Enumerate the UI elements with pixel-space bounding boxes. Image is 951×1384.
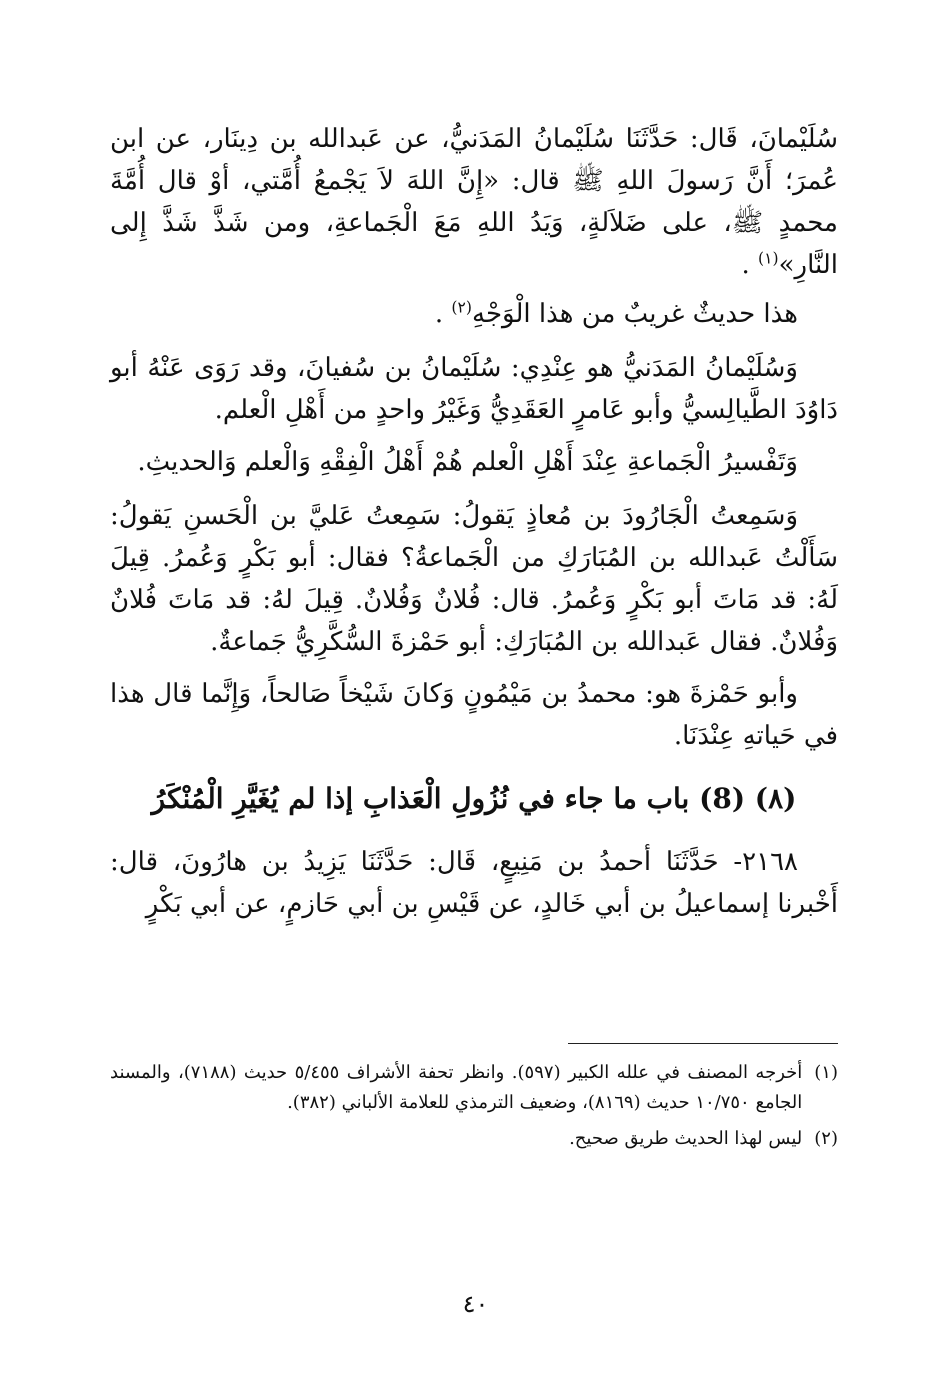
chapter-heading: (٨) (8) باب ما جاء في نُزُولِ الْعَذابِ إذا لم يُغَيَّرِ الْمُنْكَرُ [151, 782, 797, 815]
footnote-separator [568, 1043, 838, 1044]
footnote-2 [110, 1124, 838, 1154]
paragraph-hadith-text [110, 118, 838, 286]
page-number: ٤٠ [462, 1290, 489, 1318]
footnote-number: (١) [814, 1062, 838, 1083]
paragraph-abu-hamza: وأبو حَمْزةَ هو: محمدُ بن مَيْمُونٍ وَكانَ شَيْخاً صَالحاً، وَإِنَّما قال هذا في حَياتهِ عِنْدَنَا. [110, 679, 838, 751]
grading-text-end: . [434, 299, 452, 329]
paragraph-hadith-2168: ٢١٦٨- حَدَّثَنَا أحمدُ بن مَنِيعٍ، قَال: حَدَّثَنَا يَزِيدُ بن هارُونَ، قال: أَخْبرنا إسماعيلُ بن أبي خَالدٍ، عن قَيْسِ بن أبي حَازمٍ، عن أبي بَكْرٍ [110, 847, 838, 919]
footnote-number: (٢) [814, 1128, 838, 1149]
hadith-text-end: . [741, 250, 759, 280]
paragraph-grading [110, 293, 838, 335]
footnote-ref-2: (٢) [451, 298, 472, 317]
main-text [110, 118, 838, 925]
paragraph-ibn-mubarak-report: وَسَمِعتُ الْجَارُودَ بن مُعاذٍ يَقولُ: سَمِعتُ عَليَّ بن الْحَسنِ يَقولُ: سَأَلْتُ عَبدالله بن المُبَارَكِ من الْجَماعةُ؟ فقال: أبو بَكْرٍ وَعُمرُ. قِيلَ لَهُ: قد مَاتَ أبو بَكْرٍ وَعُمرُ. قال: فُلانٌ وَفُلانٌ. قِيلَ لهُ: قد مَاتَ فُلانٌ وَفُلانٌ. فقال عَبدالله بن المُبَارَكِ: أبو حَمْزةَ السُّكَّرِيُّ جَماعةٌ. [110, 501, 838, 657]
paragraph-narrator-note: وَسُلَيْمانُ المَدَنيُّ هو عِنْدِي: سُلَيْمانُ بن سُفيانَ، وقد رَوَى عَنْهُ أبو دَاوُدَ الطَّيالِسيُّ وأبو عَامرٍ العَقَدِيُّ وَغَيْرُ واحدٍ من أَهْلِ الْعلم. [110, 353, 838, 425]
hadith-text: سُلَيْمانَ، قَال: حَدَّثَنَا سُلَيْمانُ المَدَنيُّ، عن عَبدالله بن دِينَار، عن ابن عُمرَ؛ أَنَّ رَسولَ اللهِ ﷺ قال: «إِنَّ اللهَ لاَ يَجْمعُ أُمَّتي، أوْ قال أُمَّةَ محمدٍ ﷺ، على ضَلاَلةٍ، وَيَدُ اللهِ مَعَ الْجَماعةِ، ومن شَذَّ شَذَّ إِلى النَّارِ» [110, 124, 838, 280]
footnote-1 [110, 1058, 838, 1118]
footnote-text: أخرجه المصنف في علله الكبير (٥٩٧). وانظر تحفة الأشراف ٥/٤٥٥ حديث (٧١٨٨)، والمسند الجامع ١٠/٧٥٠ حديث (٨١٦٩)، وضعيف الترمذي للعلامة الألباني (٣٨٢). [110, 1062, 803, 1113]
footnote-ref-1: (١) [758, 249, 779, 268]
footnotes [110, 1058, 838, 1154]
footnote-text: ليس لهذا الحديث طريق صحيح. [569, 1128, 803, 1149]
paragraph-jamaah-explanation: وَتَفْسيرُ الْجَماعةِ عِنْدَ أَهْلِ الْعلم هُمْ أَهْلُ الْفِقْهِ وَالْعلم وَالحديثِ. [137, 447, 798, 477]
grading-text: هذا حديثٌ غريبٌ من هذا الْوَجْهِ [472, 299, 798, 329]
